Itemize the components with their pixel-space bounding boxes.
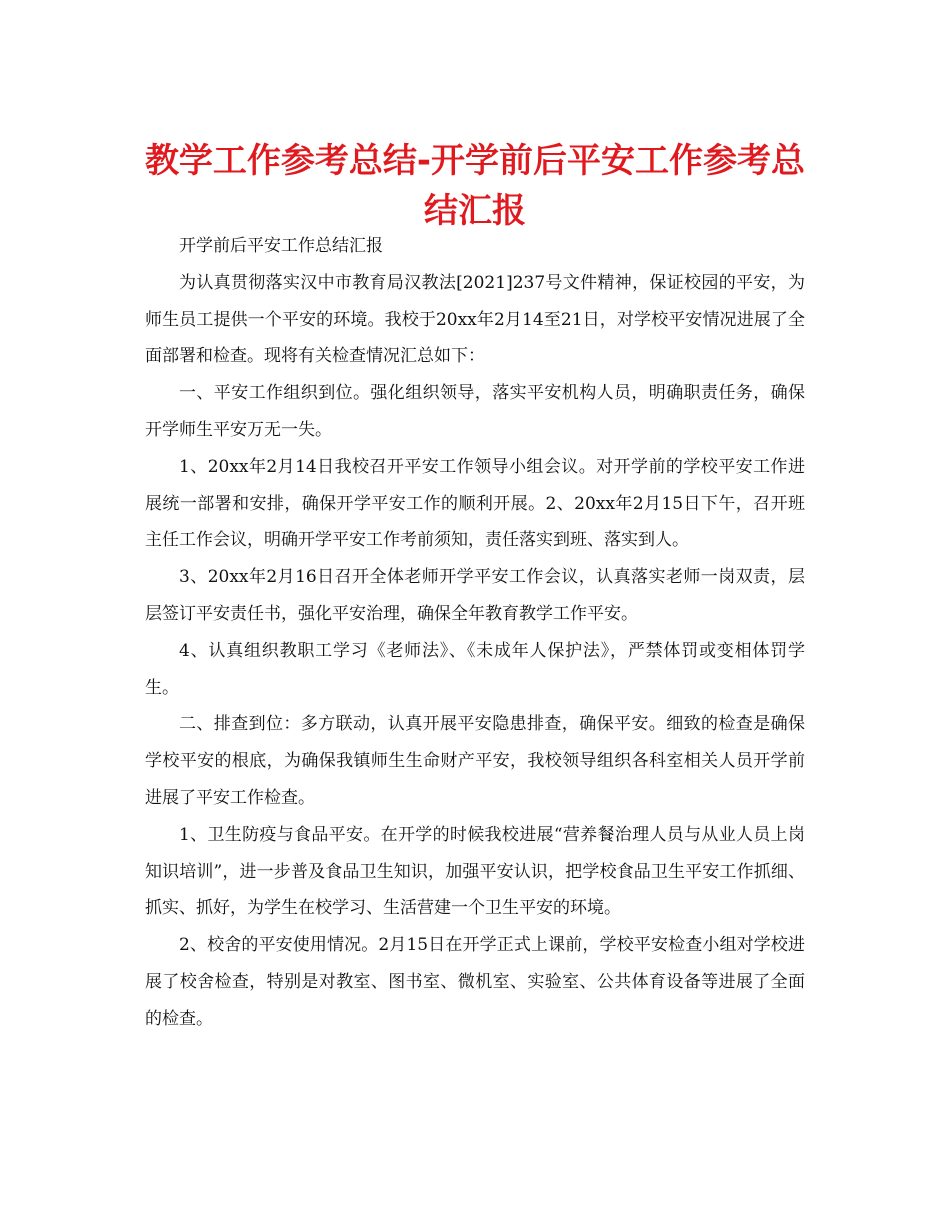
paragraph-building-safety: 2、校舍的平安使用情况。2月15日在开学正式上课前，学校平安检查小组对学校进展了校舍检查，特别是对教室、图书室、微机室、实验室、公共体育设备等进展了全面的检查。	[145, 935, 805, 1029]
paragraph-item-3: 3、20xx年2月16日召开全体老师开学平安工作会议，认真落实老师一岗双责，层层签订平安责任书，强化平安治理，确保全年教育教学工作平安。	[145, 567, 805, 624]
paragraph-section-1: 一、平安工作组织到位。强化组织领导，落实平安机构人员，明确职责任务，确保开学师生平安万无一失。	[145, 383, 805, 440]
paragraph-section-2: 二、排查到位：多方联动，认真开展平安隐患排查，确保平安。细致的检查是确保学校平安的根底，为确保我镇师生生命财产平安，我校领导组织各科室相关人员开学前进展了平安工作检查。	[145, 714, 805, 808]
document-body	[145, 228, 805, 1038]
document-title: 教学工作参考总结-开学前后平安工作参考总结汇报	[144, 141, 806, 231]
paragraph-item-4: 4、认真组织教职工学习《老师法》、《未成年人保护法》，严禁体罚或变相体罚学生。	[145, 640, 805, 698]
paragraph-food-safety: 1、卫生防疫与食品平安。在开学的时候我校进展“营养餐治理人员与从业人员上岗知识培训”，进一步普及食品卫生知识，加强平安认识，把学校食品卫生平安工作抓细、抓实、抓好，为学生在校学习、生活营建一个卫生平安的环境。	[145, 824, 805, 919]
paragraph-subtitle: 开学前后平安工作总结汇报	[179, 236, 383, 256]
paragraph-item-1-2: 1、20xx年2月14日我校召开平安工作领导小组会议。对开学前的学校平安工作进展统一部署和安排，确保开学平安工作的顺利开展。2、20xx年2月15日下午，召开班主任工作会议，明确开学平安工作考前须知，责任落实到班、落实到人。	[145, 456, 805, 551]
paragraph-intro: 为认真贯彻落实汉中市教育局汉教法[2021]237号文件精神，保证校园的平安，为师生员工提供一个平安的环境。我校于20xx年2月14至21日，对学校平安情况进展了全面部署和检查。现将有关检查情况汇总如下：	[145, 272, 805, 367]
